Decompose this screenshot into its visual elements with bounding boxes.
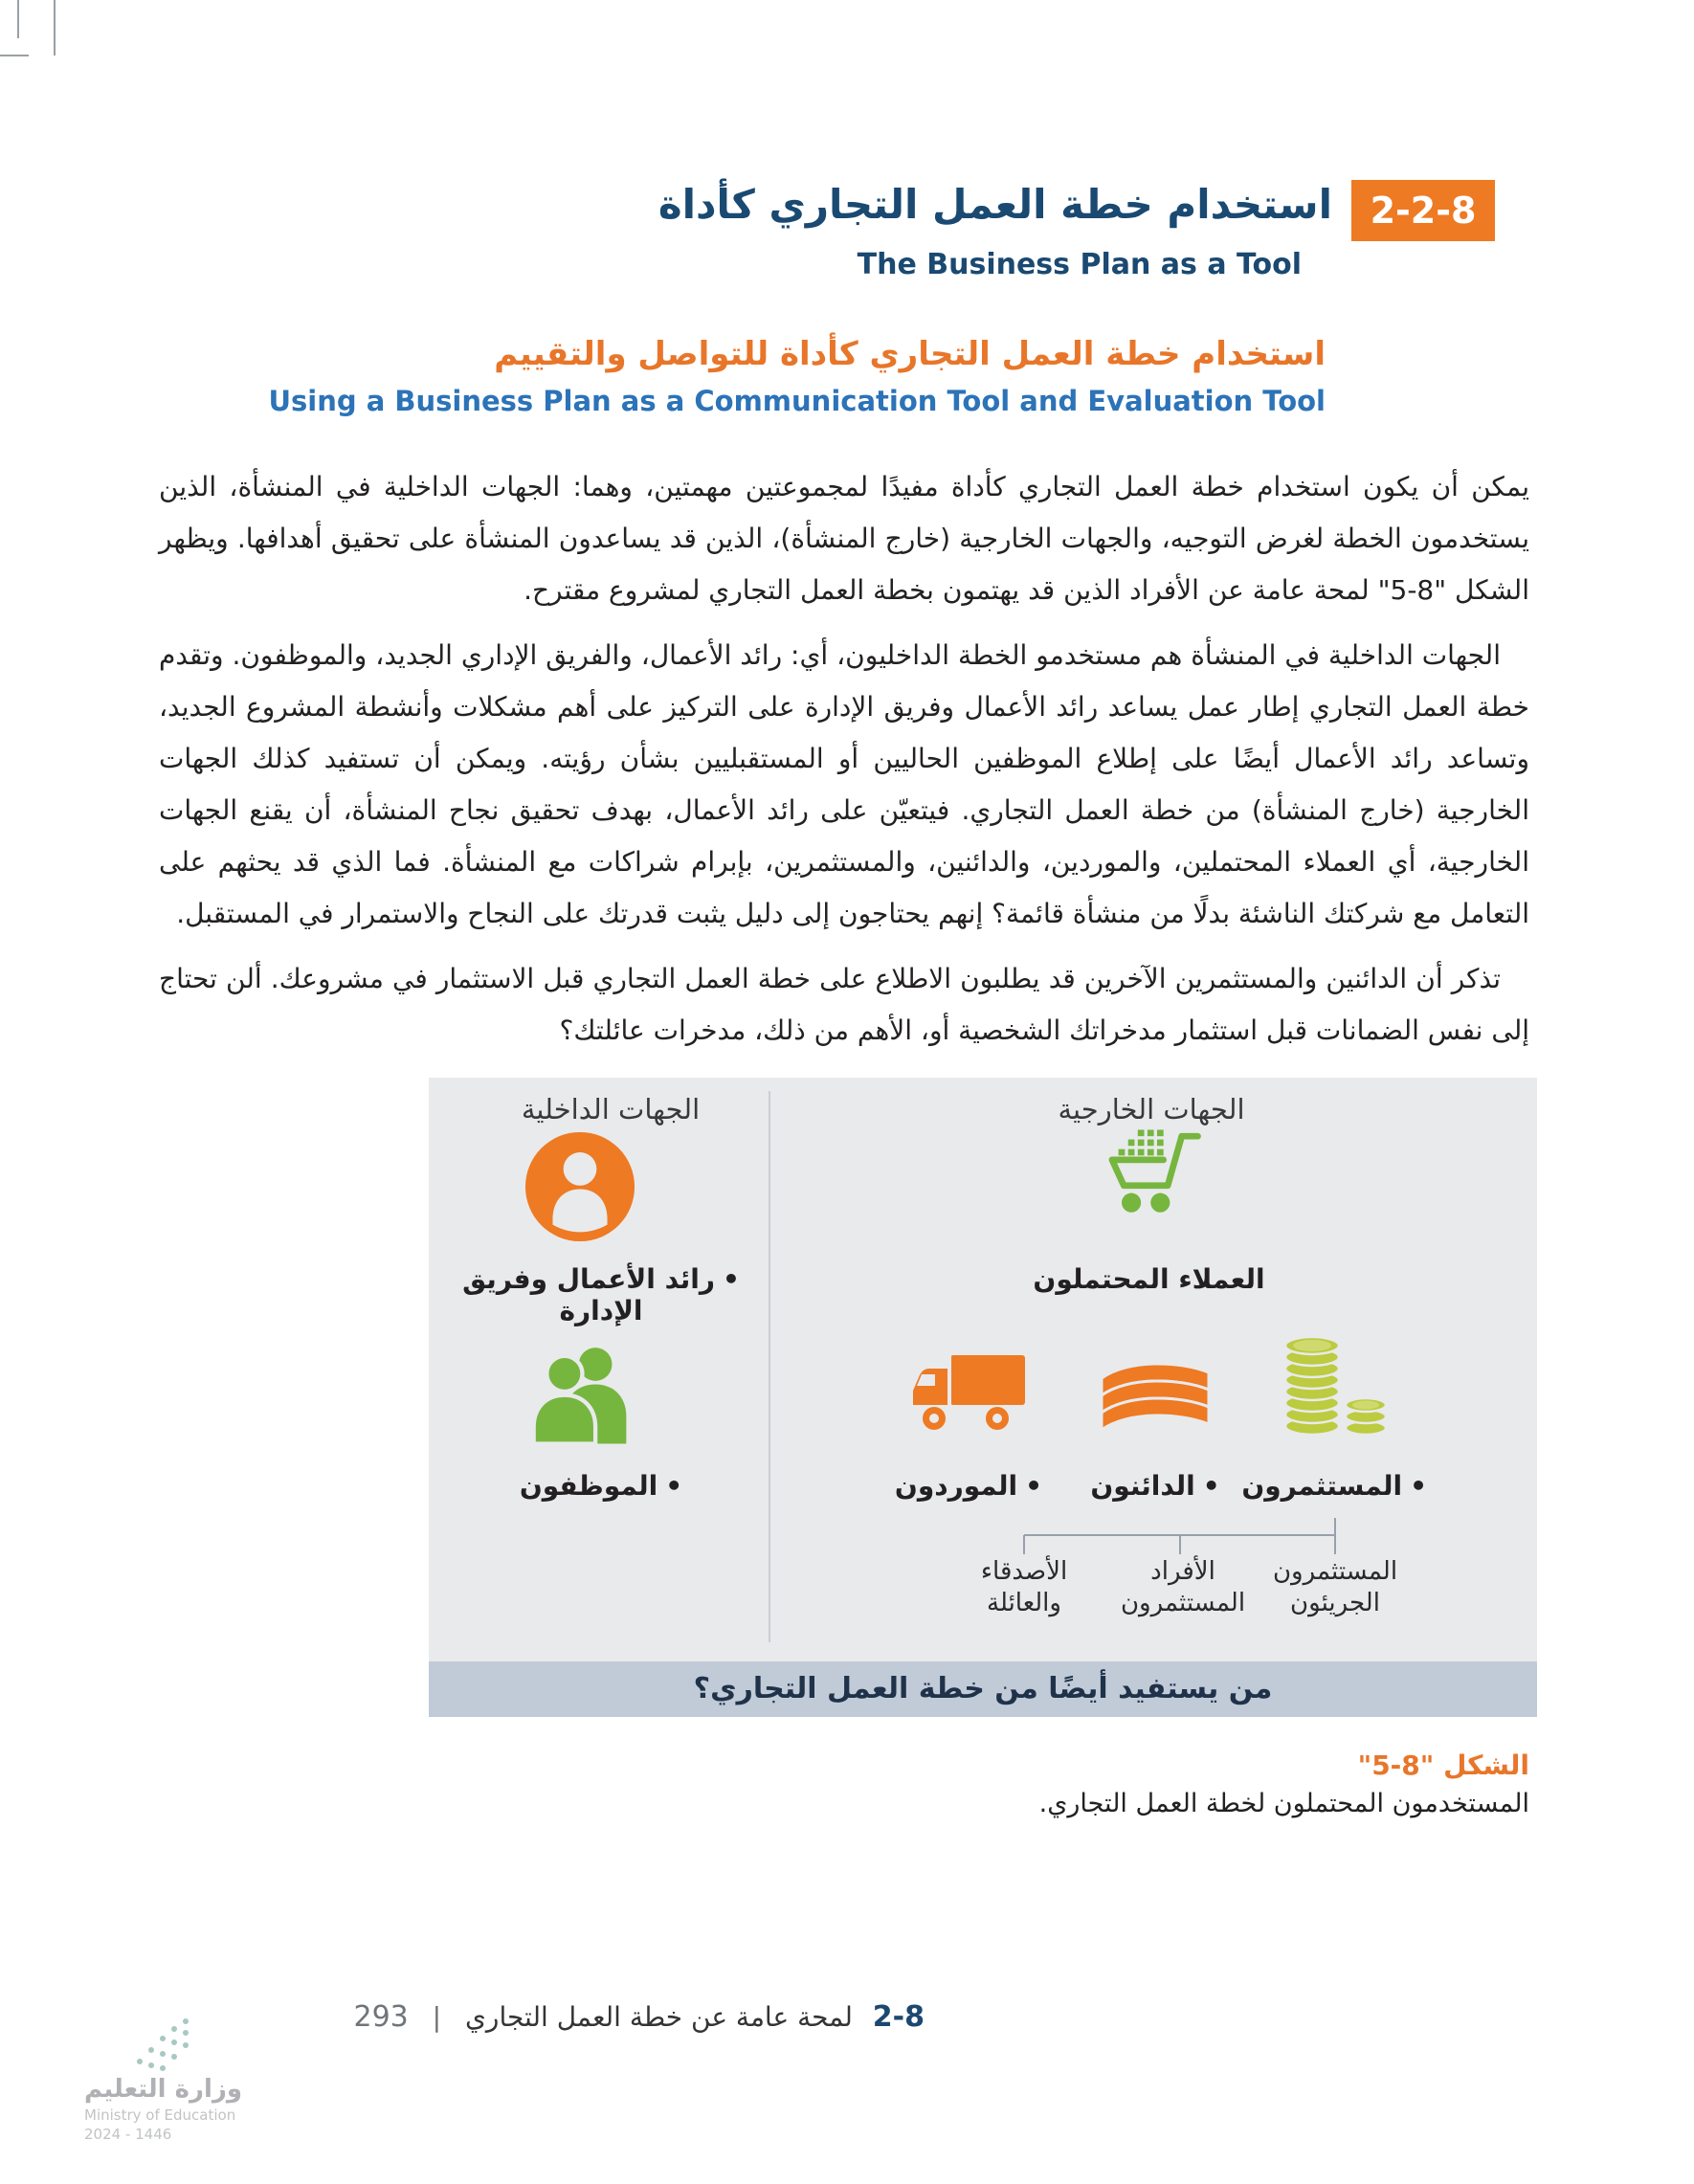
investors-label [1241,1469,1427,1502]
truck-icon [908,1351,1029,1441]
section-heading-arabic: استخدام خطة العمل التجاري كأداة للتواصل والتقييم [494,334,1326,373]
body-paragraph: يمكن أن يكون استخدام خطة العمل التجاري كأداة مفيدًا لمجموعتين مهمتين، وهما: الجهات الداخلية في المنشأة، الذين يستخدمون الخطة لغرض التوجيه، والجهات الخارجية (خارج المنشأة)، الذين قد يساعدون المنشأة على تحقيق أهدافها. ويظهر الشكل "8-5" لمحة عامة عن الأفراد الذين قد يهتمون بخطة العمل التجاري لمشروع مقترح. [159,470,1529,606]
internal-parties-header: الجهات الداخلية [521,1092,701,1125]
figure-8-5 [429,1078,1537,1717]
body-paragraph: تذكر أن الدائنين والمستثمرين الآخرين قد يطلبون الاطلاع على خطة العمل التجاري قبل الاستثمار في مشروعك. ألن تحتاج إلى نفس الضمانات قبل استثمار مدخراتك الشخصية أو، الأهم من ذلك، مدخرات عائلتك؟ [159,962,1529,1046]
group-icon [521,1332,639,1451]
label-text: الموردون [894,1469,1018,1502]
figure-caption [159,1749,1529,1818]
figure-panel [429,1078,1537,1661]
body-paragraph: الجهات الداخلية في المنشأة هم مستخدمو الخطة الداخليون، أي: رائد الأعمال، والفريق الإداري الجديد، والموظفون. وتقدم خطة العمل التجاري إطار عمل يساعد رائد الأعمال وفريق الإدارة على التركيز على أهم مشكلات وأنشطة المشروع الجديد، وتساعد رائد الأعمال أيضًا على إطلاع الموظفين الحاليين أو المستقبليين بشأن رؤيته. ويمكن أن تستفيد كذلك الجهات الخارجية (خارج المنشأة) من خطة العمل التجاري. فيتعيّن على رائد الأعمال، بهدف تحقيق نجاح المنشأة، أن يقنع الجهات الخارجية، أي العملاء المحتملين، والموردين، والدائنين، والمستثمرين، بإبرام شراكات مع المنشأة. فما الذي قد يحثهم على التعامل مع شركتك الناشئة بدلًا من منشأة قائمة؟ إنهم يحتاجون إلى دليل يثبت قدرتك على النجاح والاستمرار في المستقبل. [159,638,1529,929]
bullet: • [1410,1469,1427,1502]
bullet: • [1025,1469,1043,1502]
creditors-label [1064,1470,1246,1502]
figure-question-strip: من يستفيد أيضًا من خطة العمل التجاري؟ [429,1661,1537,1717]
column-divider [769,1091,770,1642]
suppliers-label [878,1470,1059,1502]
footer-page-number: 293 [353,2000,409,2034]
person-icon [521,1127,639,1246]
investor-type-friends-family: الأصدقاء والعائلة [980,1556,1068,1617]
external-parties-header: الجهات الخارجية [1058,1092,1245,1125]
page-footer [159,2000,925,2034]
ministry-name-arabic: وزارة التعليم [84,2075,242,2104]
label-text: رائد الأعمال وفريق الإدارة [462,1262,716,1326]
ministry-logo [84,2075,242,2143]
investor-type-venture-capitalists: المستثمرون الجريئون [1272,1556,1398,1617]
figure-caption-label: الشكل "8-5" [1357,1749,1529,1781]
label-text: الدائنون [1090,1469,1195,1502]
footer-section-number: 2-8 [872,2000,925,2034]
section-heading-english: Using a Business Plan as a Communication Tool and Evaluation Tool [268,384,1326,417]
footer-chapter-title: لمحة عامة عن خطة العمل التجاري [465,2001,853,2033]
label-text: المستثمرون [1241,1469,1403,1502]
cart-icon [1094,1125,1203,1233]
investors-bracket-connector [1011,1516,1338,1556]
employees-label [434,1470,769,1502]
banknotes-icon [1096,1349,1215,1439]
footer-separator: | [432,2001,442,2033]
ministry-name-english: Ministry of Education [84,2106,236,2124]
section-badge: 2-2-8 [1351,180,1495,241]
page-title-arabic: استخدام خطة العمل التجاري كأداة [658,181,1332,228]
body-text [159,461,1529,1057]
coins-icon [1278,1326,1394,1439]
page-title-english: The Business Plan as a Tool [857,247,1302,281]
bullet: • [1202,1469,1220,1502]
bullet: • [665,1469,683,1502]
customers-label: العملاء المحتملون [1033,1262,1265,1295]
entrepreneur-label [434,1263,769,1326]
ministry-year: 2024 - 1446 [84,2126,172,2143]
dots-decoration [123,2014,199,2081]
label-text: الموظفون [519,1469,658,1502]
bullet: • [723,1262,740,1295]
investor-type-individual-investors: الأفراد المستثمرون [1120,1556,1246,1617]
figure-caption-text: المستخدمون المحتملون لخطة العمل التجاري. [1038,1788,1529,1818]
